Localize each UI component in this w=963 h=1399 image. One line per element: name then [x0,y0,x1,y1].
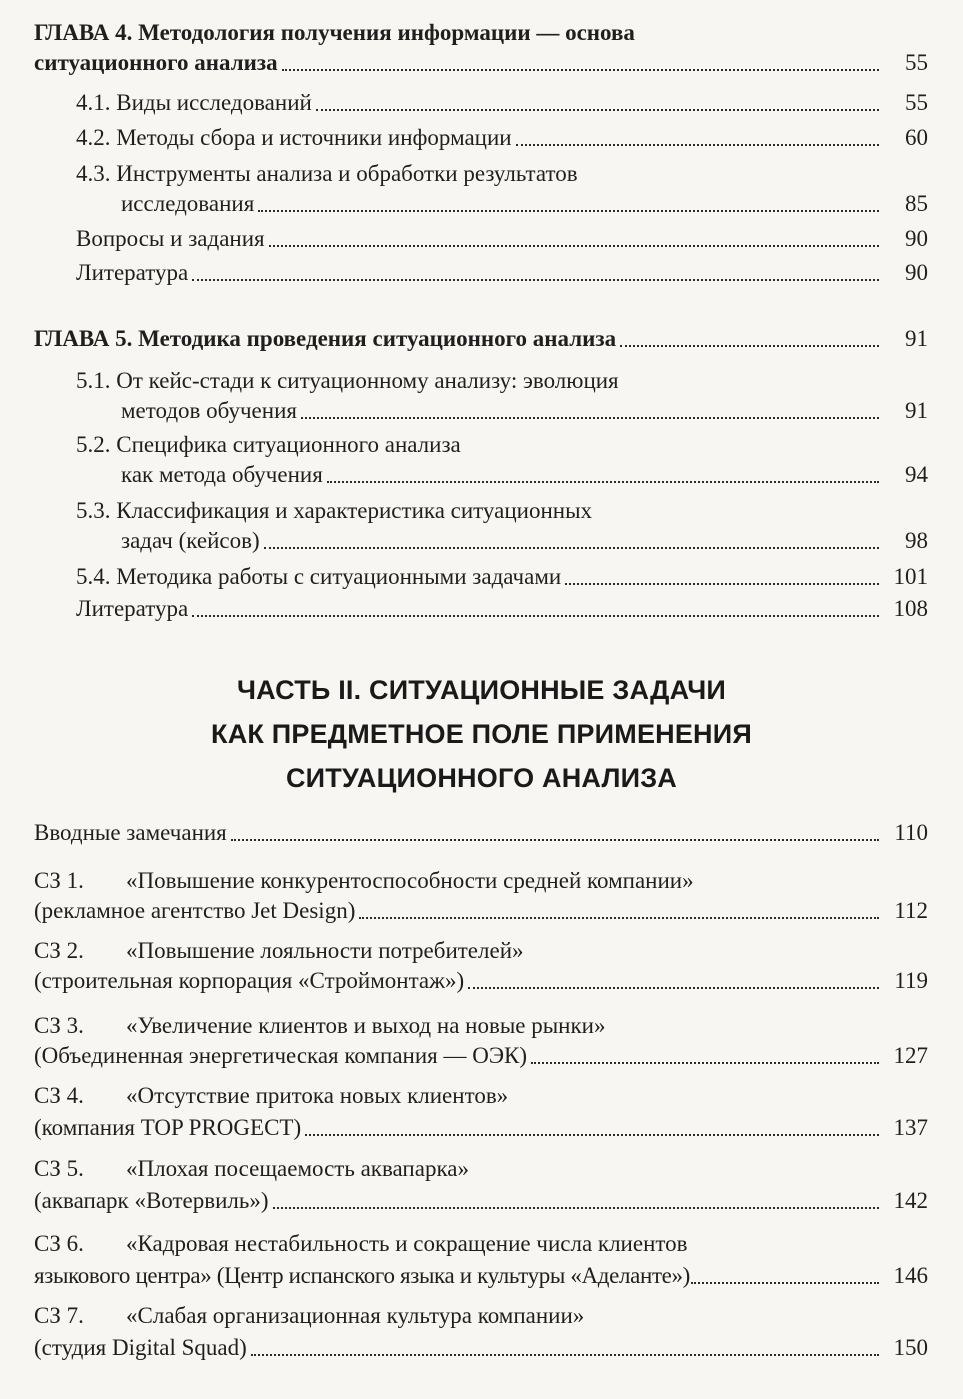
dot-leader [327,481,879,483]
case-code: СЗ 2. [34,938,84,963]
dot-leader [264,547,879,549]
chapter-5-title: ГЛАВА 5. Методика проведения ситуационного анализа [34,326,617,351]
page-number: 127 [893,1043,928,1068]
page-number: 146 [893,1263,928,1288]
page-number: 91 [905,326,928,351]
case-title: «Увеличение клиентов и выход на новые рынки» [126,1013,606,1038]
item-title: 5.3. Классификация и характеристика ситуационных [76,498,593,523]
case-code: СЗ 5. [34,1156,84,1181]
dot-leader [273,1207,879,1209]
case-subtitle: (аквапарк «Вотервиль») [34,1188,269,1213]
item-title: 5.4. Методика работы с ситуационными задачами [76,564,562,589]
item-title: 4.3. Инструменты анализа и обработки результатов [76,161,578,186]
page-number: 142 [893,1188,928,1213]
case-code: СЗ 3. [34,1013,84,1038]
page-number: 137 [893,1115,928,1140]
case-code: СЗ 4. [34,1083,84,1108]
dot-leader [620,345,879,347]
page-number: 55 [905,50,928,75]
intro-title: Вводные замечания [34,820,227,845]
item-title-cont: задач (кейсов) [121,528,260,553]
item-title-cont: как метода обучения [121,462,323,487]
item-title-cont: исследования [121,191,255,216]
case-title: «Слабая организационная культура компании» [126,1303,585,1328]
dot-leader [305,1134,879,1136]
dot-leader [516,144,879,146]
case-code: СЗ 7. [34,1303,84,1328]
case-subtitle: (строительная корпорация «Строймонтаж») [34,968,465,993]
part-2-title-line1: ЧАСТЬ II. СИТУАЦИОННЫЕ ЗАДАЧИ [236,675,727,705]
dot-leader [565,583,879,585]
item-title-cont: методов обучения [121,398,297,423]
dot-leader [231,839,879,841]
case-title: «Повышение лояльности потребителей» [126,938,524,963]
dot-leader [282,69,879,71]
page-number: 90 [905,260,928,285]
case-code: СЗ 6. [34,1231,84,1256]
page-number: 119 [894,968,928,993]
chapter-4-title-line1: ГЛАВА 4. Методология получения информации — основа [34,20,635,45]
item-title: 4.1. Виды исследований [76,90,312,115]
page-number: 112 [894,898,928,923]
item-title: 5.1. От кейс-стади к ситуационному анализу: эволюция [76,368,619,393]
case-subtitle: (студия Digital Squad) [34,1335,247,1360]
page-number: 85 [905,191,928,216]
dot-leader [251,1354,879,1356]
page-number: 110 [894,820,928,845]
case-title: «Повышение конкурентоспособности средней компании» [126,868,694,893]
dot-leader [192,615,879,617]
item-title: Литература [76,260,189,285]
page-number: 55 [905,90,928,115]
dot-leader [258,210,879,212]
item-title: Литература [76,596,189,621]
dot-leader [301,417,879,419]
case-subtitle: (Объединенная энергетическая компания — ОЭК) [34,1043,528,1068]
item-title: Вопросы и задания [76,226,265,251]
item-title: 4.2. Методы сбора и источники информации [76,125,512,150]
dot-leader [359,917,879,919]
case-subtitle: (рекламное агентство Jet Design) [34,898,356,923]
chapter-4-title-line2: ситуационного анализа [34,50,278,75]
dot-leader [468,987,879,989]
page-number: 60 [905,125,928,150]
case-subtitle: (компания TOP PROGECT) [34,1115,302,1140]
page-number: 91 [905,398,928,423]
dot-leader [531,1062,879,1064]
page-number: 108 [893,596,928,621]
dot-leader [269,245,879,247]
item-title: 5.2. Специфика ситуационного анализа [76,432,461,457]
part-2-title-line3: СИТУАЦИОННОГО АНАЛИЗА [285,763,678,793]
case-subtitle: языкового центра» (Центр испанского языка и культуры «Аделанте») [34,1263,690,1288]
page-number: 94 [905,462,928,487]
page-number: 90 [905,226,928,251]
dot-leader [192,279,879,281]
case-title: «Кадровая нестабильность и сокращение числа клиентов [126,1231,688,1256]
case-code: СЗ 1. [34,868,84,893]
part-2-title-line2: КАК ПРЕДМЕТНОЕ ПОЛЕ ПРИМЕНЕНИЯ [211,719,752,749]
dot-leader [316,109,879,111]
case-title: «Плохая посещаемость аквапарка» [126,1156,469,1181]
page-number: 101 [893,564,928,589]
case-title: «Отсутствие притока новых клиентов» [126,1083,509,1108]
page-number: 150 [893,1335,928,1360]
page-number: 98 [905,528,928,553]
dot-leader [691,1282,879,1284]
